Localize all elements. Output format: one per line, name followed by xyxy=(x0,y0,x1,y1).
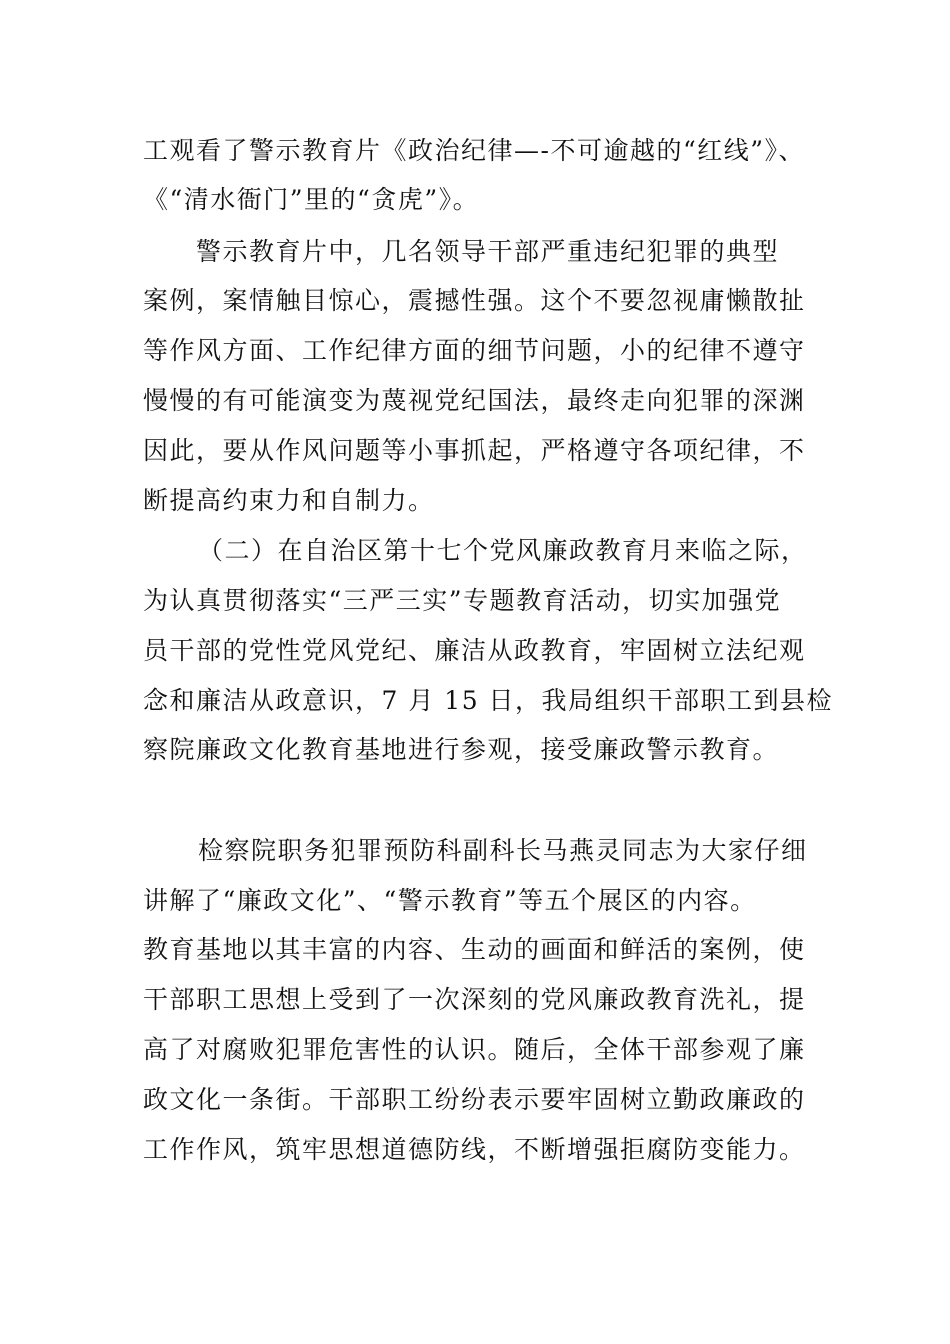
text-line: 慢慢的有可能演变为蔑视党纪国法，最终走向犯罪的深渊 xyxy=(143,386,806,415)
text-line: 《“清水衙门”里的“贪虎”》。 xyxy=(143,185,480,214)
text-line: 政文化一条街。干部职工纷纷表示要牢固树立勤政廉政的 xyxy=(143,1085,806,1114)
text-line: 案例，案情触目惊心，震撼性强。这个不要忽视庸懒散扯 xyxy=(143,286,806,315)
text-line: 教育基地以其丰富的内容、生动的画面和鲜活的案例，使 xyxy=(143,935,806,964)
text-line: 念和廉洁从政意识，7 月 15 日，我局组织干部职工到县检 xyxy=(143,686,834,715)
text-line: 等作风方面、工作纪律方面的细节问题，小的纪律不遵守 xyxy=(143,336,806,365)
text-line: 工观看了警示教育片《政治纪律—-不可逾越的“红线”》、 xyxy=(143,136,806,165)
text-line: （二）在自治区第十七个党风廉政教育月来临之际， xyxy=(198,536,808,565)
text-line: 断提高约束力和自制力。 xyxy=(143,486,435,515)
text-line: 为认真贯彻落实“三严三实”专题教育活动，切实加强党 xyxy=(143,586,782,615)
text-line: 因此，要从作风问题等小事抓起，严格遵守各项纪律，不 xyxy=(143,436,806,465)
text-line: 干部职工思想上受到了一次深刻的党风廉政教育洗礼，提 xyxy=(143,985,806,1014)
text-line: 察院廉政文化教育基地进行参观，接受廉政警示教育。 xyxy=(143,735,780,764)
text-line: 警示教育片中，几名领导干部严重违纪犯罪的典型 xyxy=(143,237,780,266)
text-line: 高了对腐败犯罪危害性的认识。随后，全体干部参观了廉 xyxy=(143,1035,806,1064)
text-line: 员干部的党性党风党纪、廉洁从政教育，牢固树立法纪观 xyxy=(143,636,806,665)
text-line: 检察院职务犯罪预防科副科长马燕灵同志为大家仔细 xyxy=(198,836,808,865)
text-line: 讲解了“廉政文化”、“警示教育”等五个展区的内容。 xyxy=(143,886,757,915)
text-line: 工作作风，筑牢思想道德防线，不断增强拒腐防变能力。 xyxy=(143,1135,806,1164)
